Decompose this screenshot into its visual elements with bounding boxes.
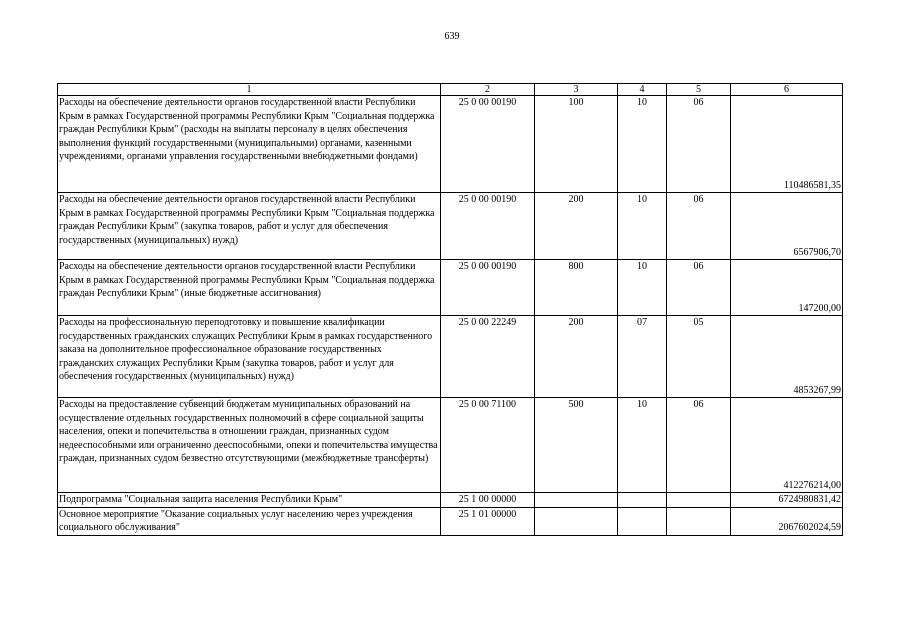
row-section: 07	[618, 316, 667, 398]
table-row	[58, 260, 843, 316]
row-amount: 2067602024,59	[731, 507, 843, 535]
row-expense-type: 200	[535, 193, 618, 260]
page-number: 639	[444, 31, 460, 42]
header-col-4: 4	[618, 84, 667, 96]
table-row	[58, 507, 843, 535]
row-section: 10	[618, 398, 667, 493]
row-amount: 6567906,70	[731, 193, 843, 260]
row-expense-type	[535, 493, 618, 508]
row-amount: 6724980831,42	[731, 493, 843, 508]
row-subsection: 06	[667, 260, 731, 316]
row-expense-type: 200	[535, 316, 618, 398]
row-subsection	[667, 493, 731, 508]
row-section: 10	[618, 260, 667, 316]
header-col-1: 1	[58, 84, 441, 96]
header-col-6: 6	[731, 84, 843, 96]
row-subsection: 06	[667, 193, 731, 260]
row-expense-type: 500	[535, 398, 618, 493]
row-section	[618, 493, 667, 508]
row-name: Расходы на обеспечение деятельности органов государственной власти Республики Крым в рамках Государственной программы Республики Крым "Социальная поддержка граждан Республики Крым" (закупка товаров, работ и услуг для обеспечения государственных (муниципальных) нужд)	[58, 193, 441, 260]
row-target-code: 25 0 00 00190	[441, 260, 535, 316]
row-target-code: 25 1 01 00000	[441, 507, 535, 535]
row-amount: 147200,00	[731, 260, 843, 316]
row-section: 10	[618, 193, 667, 260]
header-col-5: 5	[667, 84, 731, 96]
row-subsection: 06	[667, 96, 731, 193]
header-col-2: 2	[441, 84, 535, 96]
table-row	[58, 398, 843, 493]
row-target-code: 25 0 00 00190	[441, 96, 535, 193]
row-name: Подпрограмма "Социальная защита населения Республики Крым"	[58, 493, 441, 508]
row-amount: 412276214,00	[731, 398, 843, 493]
row-name: Расходы на профессиональную переподготовку и повышение квалификации государственных гражданских служащих Республики Крым в рамках государственного заказа на дополнительное профессиональное образование государственных гражданских служащих Республики Крым (закупка товаров, работ и услуг для обеспечения государственных (муниципальных) нужд)	[58, 316, 441, 398]
row-subsection: 05	[667, 316, 731, 398]
row-target-code: 25 1 00 00000	[441, 493, 535, 508]
table-row	[58, 493, 843, 508]
row-section: 10	[618, 96, 667, 193]
budget-table	[57, 83, 843, 536]
row-name: Расходы на предоставление субвенций бюджетам муниципальных образований на осуществление отдельных государственных полномочий в сфере социальной защиты населения, опеки и попечительства в отношении граждан, признанных судом недееспособными или ограниченно дееспособными, опеки и попечительства имущества граждан, признанных судом безвестно отсутствующими (межбюджетные трансферты)	[58, 398, 441, 493]
row-amount: 4853267,99	[731, 316, 843, 398]
row-expense-type: 100	[535, 96, 618, 193]
row-subsection: 06	[667, 398, 731, 493]
row-section	[618, 507, 667, 535]
row-subsection	[667, 507, 731, 535]
row-name: Основное мероприятие "Оказание социальных услуг населению через учреждения социального обслуживания"	[58, 507, 441, 535]
table-row	[58, 193, 843, 260]
row-target-code: 25 0 00 71100	[441, 398, 535, 493]
table-row	[58, 96, 843, 193]
table-header-row	[58, 84, 843, 96]
row-expense-type: 800	[535, 260, 618, 316]
row-target-code: 25 0 00 22249	[441, 316, 535, 398]
row-amount: 110486581,35	[731, 96, 843, 193]
row-name: Расходы на обеспечение деятельности органов государственной власти Республики Крым в рамках Государственной программы Республики Крым "Социальная поддержка граждан Республики Крым" (расходы на выплаты персоналу в целях обеспечения выполнения функций государственными (муниципальными) органами, казенными учреждениями, органами управления государственными внебюджетными фондами)	[58, 96, 441, 193]
header-col-3: 3	[535, 84, 618, 96]
row-name: Расходы на обеспечение деятельности органов государственной власти Республики Крым в рамках Государственной программы Республики Крым "Социальная поддержка граждан Республики Крым" (иные бюджетные ассигнования)	[58, 260, 441, 316]
row-expense-type	[535, 507, 618, 535]
table-row	[58, 316, 843, 398]
row-target-code: 25 0 00 00190	[441, 193, 535, 260]
